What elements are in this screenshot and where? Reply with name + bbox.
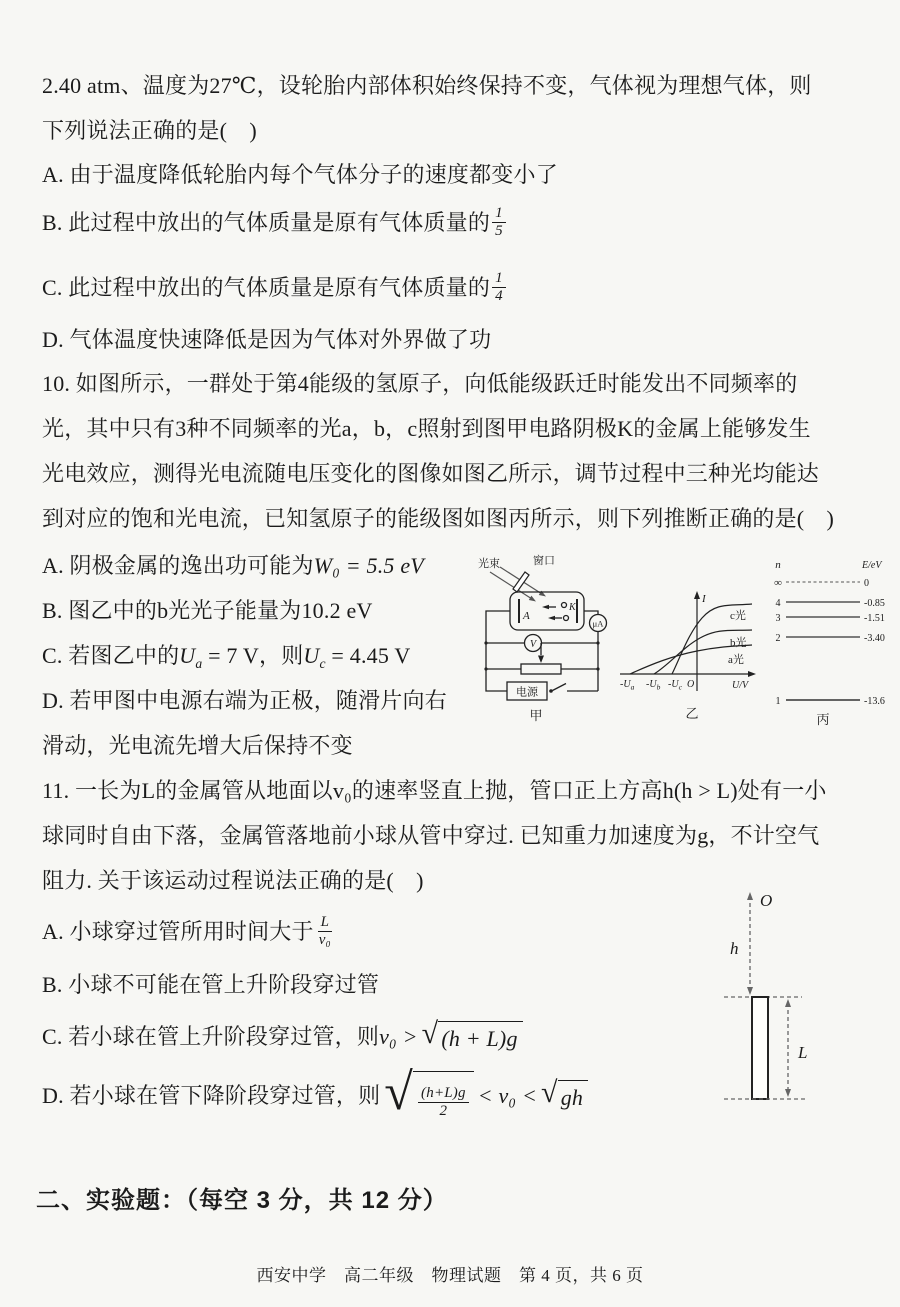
page-footer: 西安中学 高二年级 物理试题 第 4 页，共 6 页 [256, 1266, 644, 1285]
q10-option-d-line-2: 滑动，光电流先增大后保持不变 [42, 733, 353, 758]
figure-yi-caption: 乙 [685, 706, 699, 721]
q9-stem-line-2: 下列说法正确的是( ) [42, 118, 257, 143]
fraction-numerator: 1 [492, 205, 506, 223]
radical-sign: √ [541, 1075, 558, 1109]
fraction-numerator: 1 [492, 270, 506, 288]
var-Uc-sub: c [319, 655, 326, 671]
sqrt-fraction-expression [384, 1063, 473, 1121]
curve-b-label: b光 [730, 637, 747, 649]
power-supply-label: 电源 [516, 686, 538, 699]
radical-sign: √ [421, 1016, 439, 1050]
window-slot [513, 572, 529, 592]
radicand: (h + L)g [438, 1021, 522, 1052]
q10-stem-line-2: 光，其中只有3种不同频率的光a，b，c照射到图甲电路阴极K的金属上能够发生 [42, 416, 811, 441]
radical-sign: √ [384, 1063, 414, 1121]
q10-option-a-text: A. 阴极金属的逸出功可能为 [42, 553, 314, 578]
q9-option-c-text: C. 此过程中放出的气体质量是原有气体质量的 [42, 274, 491, 300]
y-axis-label: I [702, 593, 706, 605]
point-O-label: O [760, 891, 773, 910]
q9-option-c-fraction [492, 270, 506, 305]
q11-stem-line-3: 阻力. 关于该运动过程说法正确的是( ) [42, 868, 424, 893]
figure-yi-iu-graph [612, 586, 762, 736]
fraction-numerator: (h+L)g [418, 1085, 469, 1103]
q9-option-b [42, 196, 506, 248]
window-label: 窗口 [533, 555, 555, 567]
fraction-numerator: L [318, 914, 333, 932]
q10-option-c-post: = 4.45 V [325, 643, 411, 668]
level-4 [776, 598, 885, 609]
q9-option-b-text: B. 此过程中放出的气体质量是原有气体质量的 [42, 209, 491, 235]
q10-stem-line-4: 到对应的饱和光电流，已知氢原子的能级图如图丙所示，则下列推断正确的是( ) [42, 506, 835, 531]
svg-text:∞: ∞ [774, 577, 782, 589]
n-column-header: n [775, 559, 781, 571]
radicand [413, 1071, 474, 1120]
electron-icons [542, 603, 569, 621]
figure-jia-photoelectric-circuit [476, 552, 612, 724]
svg-text:4: 4 [775, 598, 781, 609]
svg-text:2: 2 [775, 633, 781, 644]
var-Ua-sub: a [195, 655, 203, 671]
curve-c-label: c光 [730, 610, 746, 622]
q11-option-c-compare: v₀ > [379, 1023, 418, 1049]
figure-bing-caption: 丙 [816, 712, 830, 727]
q9-stem-line-1: 2.40 atm、温度为27℃，设轮胎内部体积始终保持不变，气体视为理想气体，则 [42, 73, 812, 98]
microammeter-label: μA [592, 618, 604, 629]
figure-jia-caption: 甲 [529, 708, 543, 723]
svg-text:-13.6: -13.6 [864, 696, 885, 707]
fraction-denominator: v₀ [318, 931, 331, 948]
svg-text:-1.51: -1.51 [864, 613, 885, 624]
metal-tube [752, 997, 768, 1099]
q11-option-a-fraction [316, 914, 334, 949]
energy-column-header: E/eV [862, 560, 882, 571]
level-infinity [774, 577, 869, 589]
figure-q11-tube-diagram [700, 884, 880, 1119]
figure-bing-energy-levels [770, 552, 898, 730]
q11-stem-line-2: 球同时自由下落，金属管落地前小球从管中穿过. 已知重力加速度为g，不计空气 [42, 823, 820, 848]
svg-text:1: 1 [775, 696, 781, 707]
var-Ua: U [179, 643, 196, 668]
q10-option-d-line-1: D. 若甲图中电源右端为正极，随滑片向右 [42, 688, 447, 713]
q9-option-a: A. 由于温度降低轮胎内每个气体分子的速度都变小了 [42, 162, 558, 187]
x-axis-label: U/V [732, 680, 749, 691]
level-2 [776, 633, 885, 644]
q10-option-c-mid: = 7 V，则 [202, 643, 304, 668]
curve-a-label: a光 [728, 654, 744, 666]
q10-stem-line-3: 光电效应，测得光电流随电压变化的图像如图乙所示，调节过程中三种光均能达 [42, 461, 820, 486]
q10-option-c [42, 642, 410, 677]
q10-option-a [42, 552, 424, 579]
radicand-fraction [418, 1085, 469, 1120]
anode-label: A [523, 610, 530, 622]
L-label: L [798, 1043, 808, 1062]
fraction-denominator: 2 [439, 1102, 448, 1119]
q10-option-b: B. 图乙中的b光光子能量为10.2 eV [42, 598, 373, 623]
voltmeter-label: V [529, 639, 537, 650]
tick-minus-Uc: $-U_c$ [668, 679, 682, 692]
fraction-denominator: 4 [495, 287, 503, 304]
svg-text:3: 3 [775, 613, 781, 624]
level-1 [776, 696, 885, 707]
q11-option-c-text: C. 若小球在管上升阶段穿过管，则 [42, 1023, 380, 1049]
origin-label: O [687, 679, 695, 690]
q9-option-b-fraction [492, 205, 506, 240]
cathode-label: K [569, 602, 576, 613]
q11-option-a [42, 905, 334, 957]
switch-icon [549, 684, 566, 693]
q10-stem-line-1: 10. 如图所示，一群处于第4能级的氢原子，向低能级跃迁时能发出不同频率的 [42, 371, 798, 396]
q11-option-b: B. 小球不可能在管上升阶段穿过管 [42, 972, 380, 997]
L-length-arrow [785, 999, 791, 1097]
sqrt-expression-2 [541, 1075, 588, 1111]
circuit-wires [484, 611, 599, 691]
svg-text:-3.40: -3.40 [864, 633, 885, 644]
q9-option-d: D. 气体温度快速降低是因为气体对外界做了功 [42, 327, 492, 352]
tick-minus-Ub: $-U_b$ [646, 679, 661, 692]
q10-option-c-text: C. 若图乙中的 [42, 643, 180, 668]
q11-option-d [42, 1063, 592, 1127]
radicand: gh [558, 1080, 588, 1111]
svg-text:-0.85: -0.85 [864, 598, 885, 609]
q10-option-a-formula: W₀ = 5.5 eV [313, 553, 424, 578]
q11-option-d-text: D. 若小球在管下降阶段穿过管，则 [42, 1082, 381, 1108]
q11-option-c [42, 1013, 527, 1059]
svg-text:0: 0 [864, 578, 869, 589]
level-3 [776, 613, 885, 624]
sqrt-expression [421, 1016, 523, 1052]
q11-option-a-text: A. 小球穿过管所用时间大于 [42, 918, 314, 944]
section-2-heading: 二、实验题：（每空 3 分，共 12 分） [36, 1187, 448, 1214]
tick-minus-Ua: $-U_a$ [620, 679, 635, 692]
h-distance-arrow [747, 892, 753, 995]
rheostat [521, 643, 561, 674]
q9-option-c [42, 261, 506, 313]
var-Uc: U [303, 643, 320, 668]
fraction-denominator: 5 [495, 222, 503, 239]
q11-option-d-compare: < v₀ < [477, 1082, 538, 1108]
q11-stem-line-1: 11. 一长为L的金属管从地面以v₀的速率竖直上抛，管口正上方高h(h > L)处有一小 [42, 778, 827, 803]
beam-label: 光束 [478, 558, 500, 570]
h-label: h [730, 939, 739, 958]
